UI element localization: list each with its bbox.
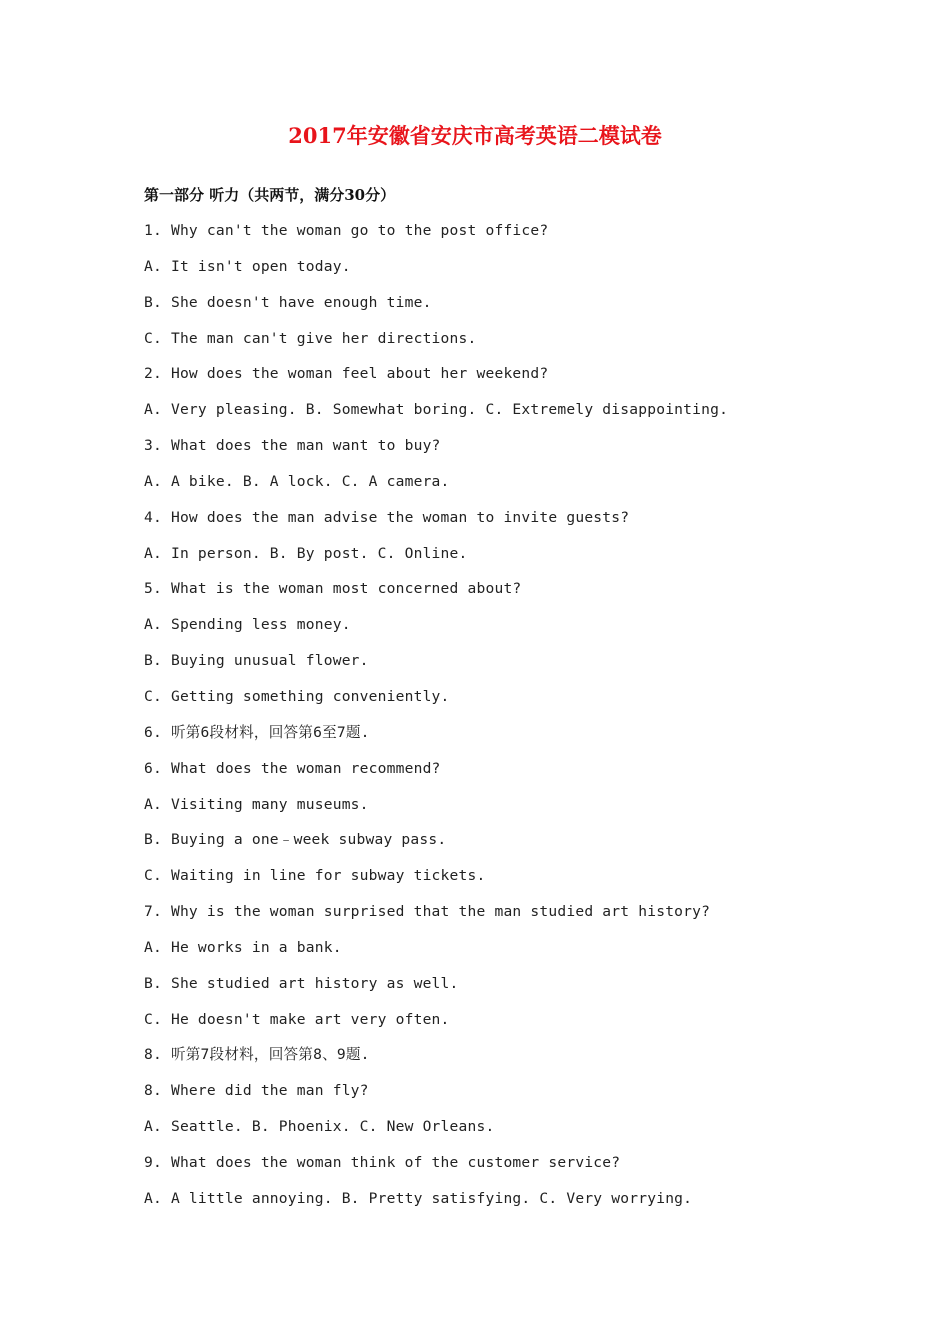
answer-option-line: A. Very pleasing. B. Somewhat boring. C. Extremely disappointing. <box>144 401 729 419</box>
answer-option-line: A. He works in a bank. <box>144 938 342 956</box>
question-line: 9. What does the woman think of the customer service? <box>144 1153 621 1171</box>
answer-option-line: C. Waiting in line for subway tickets. <box>144 867 486 885</box>
answer-option-line: A. Seattle. B. Phoenix. C. New Orleans. <box>144 1118 495 1136</box>
section-heading: 第一部分 听力（共两节，满分30分） <box>144 186 396 204</box>
answer-option-line: B. She studied art history as well. <box>144 974 459 992</box>
answer-option-line: C. Getting something conveniently. <box>144 687 450 705</box>
question-line: 5. What is the woman most concerned about? <box>144 580 522 598</box>
answer-option-line: A. It isn't open today. <box>144 257 351 275</box>
question-line: 2. How does the woman feel about her weekend? <box>144 365 549 383</box>
answer-option-line: A. A bike. B. A lock. C. A camera. <box>144 472 450 490</box>
answer-option-line: A. A little annoying. B. Pretty satisfying. C. Very worrying. <box>144 1189 693 1207</box>
answer-option-line: C. He doesn't make art very often. <box>144 1010 450 1028</box>
question-line: 3. What does the man want to buy? <box>144 437 441 455</box>
answer-option-line: A. Visiting many museums. <box>144 795 369 813</box>
instruction-line: 6. 听第6段材料，回答第6至7题. <box>144 723 370 741</box>
instruction-line: 8. 听第7段材料，回答第8、9题. <box>144 1046 370 1064</box>
question-line: 1. Why can't the woman go to the post office? <box>144 222 549 239</box>
answer-option-line: B. She doesn't have enough time. <box>144 293 432 311</box>
document-title: 2017年安徽省安庆市高考英语二模试卷 <box>288 123 662 148</box>
answer-option-line: B. Buying unusual flower. <box>144 652 369 670</box>
answer-option-line: A. In person. B. By post. C. Online. <box>144 544 468 562</box>
question-line: 6. What does the woman recommend? <box>144 759 441 777</box>
question-line: 8. Where did the man fly? <box>144 1082 369 1100</box>
question-line: 7. Why is the woman surprised that the man studied art history? <box>144 903 711 921</box>
question-list <box>144 218 844 1222</box>
answer-option-line: B. Buying a one﹣week subway pass. <box>144 831 447 849</box>
answer-option-line: A. Spending less money. <box>144 616 351 634</box>
question-line: 4. How does the man advise the woman to invite guests? <box>144 508 630 526</box>
answer-option-line: C. The man can't give her directions. <box>144 329 477 347</box>
